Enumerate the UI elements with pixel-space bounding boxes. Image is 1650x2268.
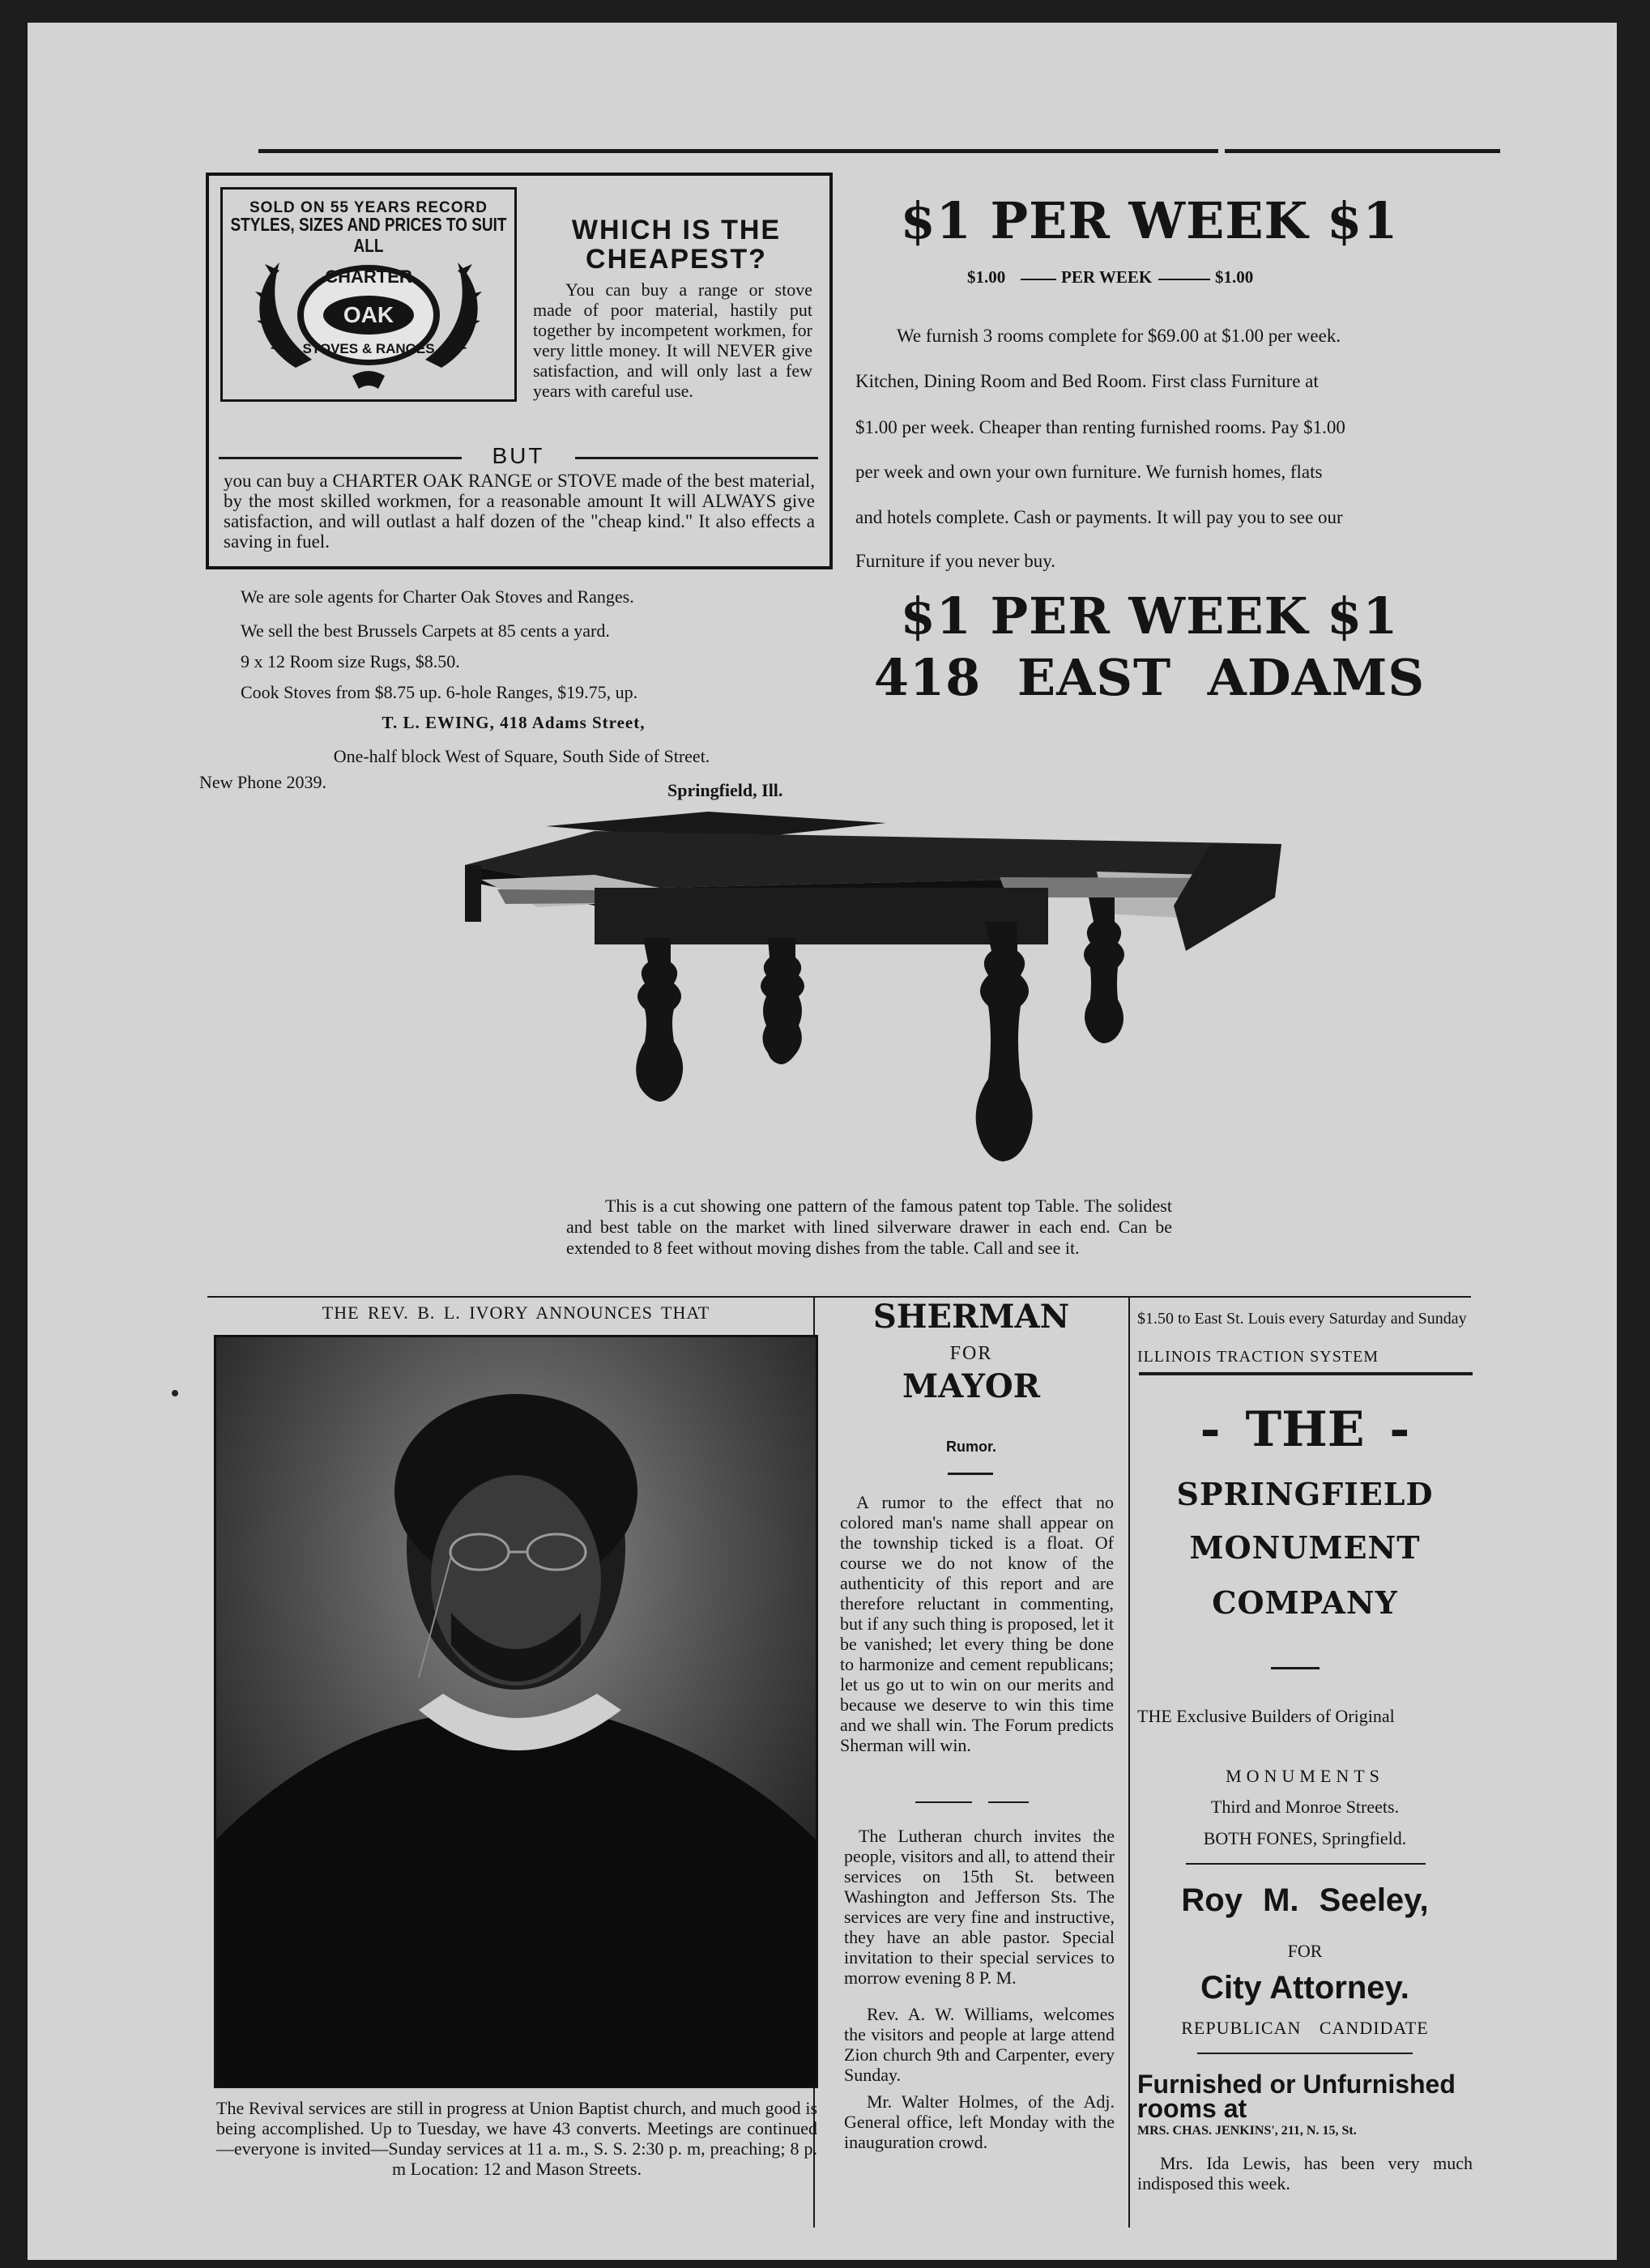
- oak-body: you can buy a CHARTER OAK RANGE or STOVE made of the best material, by the most skilled workmen, for a reasonable amount It will ALWAYS give satisfaction, and will outlast a half dozen of the "cheap kind." It also effects a saving in fuel.: [224, 471, 815, 552]
- stray-dot: [172, 1390, 178, 1396]
- weekly-line-2: Kitchen, Dining Room and Bed Room. First class Furniture at: [855, 371, 1319, 391]
- traction-rule: [1139, 1372, 1473, 1375]
- merchant-name: T. L. EWING, 418 Adams Street,: [382, 713, 646, 732]
- rumor-end-rule-1: [915, 1801, 972, 1803]
- top-rule-right: [1225, 149, 1500, 153]
- seeley-name: Roy M. Seeley,: [1181, 1882, 1429, 1918]
- monument-streets: Third and Monroe Streets.: [1210, 1797, 1400, 1817]
- rumor-body: A rumor to the effect that no colored man's name shall appear on the township ticked is a float. Of course we do not know of the authenticity of this report and are therefore reluctant in commenting, but if any such thing is proposed, let it be vanished; let every thing be done to harmonize and cement republicans; let us go ut to win on our merits and because we deserve to win this time and we shall win. The Forum predicts Sherman will win.: [840, 1492, 1114, 1755]
- which-heading-1: WHICH IS THE: [571, 215, 782, 245]
- table-caption: This is a cut showing one pattern of the famous patent top Table. The solidest and best table on the market with lined silverware drawer in each end. Can be extended to 8 feet without moving dishes from the table. Call and see it.: [566, 1196, 1172, 1258]
- traction-notice: $1.50 to East St. Louis every Saturday and Sunday: [1137, 1310, 1467, 1328]
- charter-oak-badge: [220, 187, 517, 402]
- oak-line-1: We are sole agents for Charter Oak Stoves and Ranges.: [241, 586, 634, 607]
- column-rule-2: [1128, 1296, 1130, 2228]
- weekly-headline: $1 PER WEEK $1: [900, 191, 1399, 250]
- ivory-caption: The Revival services are still in progress at Union Baptist church, and much good is being accomplished. Up to Tuesday, we have 43 converts. Meetings are continued—everyone is invited—Sunday services at 11 a. m., S. S. 2:30 p. m, preaching; 8 p. m Location: 12 and Mason Streets.: [216, 2098, 817, 2179]
- seeley-office: City Attorney.: [1200, 1970, 1409, 2006]
- extension-table-image: [433, 776, 1299, 1197]
- seeley-rule: [1186, 1863, 1426, 1865]
- merchant-phone: New Phone 2039.: [199, 772, 327, 792]
- monument-line-2: MONUMENT: [1189, 1529, 1421, 1566]
- top-rule-left: [258, 149, 1218, 153]
- seeley-candidate: REPUBLICAN CANDIDATE: [1181, 2018, 1429, 2038]
- sub-mid: PER WEEK: [1061, 267, 1153, 287]
- rooms-address: MRS. CHAS. JENKINS', 211, N. 15, St.: [1137, 2124, 1357, 2138]
- merchant-city: Springfield, Ill.: [667, 780, 783, 800]
- but-divider: [209, 443, 829, 469]
- sherman-for: FOR: [949, 1343, 993, 1364]
- weekly-line-6: Furniture if you never buy.: [855, 551, 1055, 571]
- weekly-line-1: We furnish 3 rooms complete for $69.00 at $1.00 per week.: [897, 326, 1341, 346]
- logo-word-charter: CHARTER: [325, 266, 412, 287]
- sherman-title: SHERMAN: [872, 1298, 1070, 1336]
- weekly-subline: [967, 267, 1340, 292]
- monument-the: - THE -: [1200, 1401, 1410, 1458]
- which-heading-2: CHEAPEST?: [586, 244, 767, 275]
- weekly-line-4: per week and own your own furniture. We furnish homes, flats: [855, 462, 1323, 482]
- holmes-notice: Mr. Walter Holmes, of the Adj. General office, left Monday with the inauguration crowd.: [844, 2091, 1115, 2152]
- weekly-address: 418 EAST ADAMS: [873, 648, 1426, 707]
- rooms-rule: [1197, 2053, 1413, 2054]
- sub-left: $1.00: [967, 267, 1006, 287]
- merchant-location: One-half block West of Square, South Side of Street.: [333, 746, 710, 766]
- rumor-heading: Rumor.: [945, 1439, 996, 1455]
- logo-word-stoves: STOVES & RANGES: [302, 341, 435, 356]
- but-label: BUT: [492, 443, 545, 468]
- traction-system: ILLINOIS TRACTION SYSTEM: [1137, 1348, 1379, 1366]
- williams-notice: Rev. A. W. Williams, welcomes the visitors and people at large attend Zion church 9th and Carpenter, every Sunday.: [844, 2004, 1115, 2085]
- monument-monuments: MONUMENTS: [1226, 1766, 1384, 1786]
- sherman-mayor: MAYOR: [902, 1367, 1040, 1405]
- oak-line-2: We sell the best Brussels Carpets at 85 cents a yard.: [241, 620, 610, 641]
- monument-rule: [1271, 1667, 1320, 1669]
- rumor-end-rule-2: [988, 1801, 1029, 1803]
- oak-line-4: Cook Stoves from $8.75 up. 6-hole Ranges, $19.75, up.: [241, 682, 638, 702]
- oak-line-3: 9 x 12 Room size Rugs, $8.50.: [241, 651, 460, 671]
- ivory-heading: THE REV. B. L. IVORY ANNOUNCES THAT: [322, 1302, 710, 1323]
- monument-line-1: SPRINGFIELD: [1176, 1476, 1434, 1512]
- lutheran-notice: The Lutheran church invites the people, visitors and all, to attend their services on 15th St. between Washington and Jefferson Sts. The services are very fine and instructive, they have an able pastor. Special invitation to their special services to morrow evening 8 P. M.: [844, 1826, 1115, 1988]
- monument-line-3: COMPANY: [1212, 1584, 1398, 1621]
- portrait-image: [216, 1337, 816, 2086]
- badge-top-text: SOLD ON 55 YEARS RECORD: [249, 199, 488, 216]
- sub-right: $1.00: [1215, 267, 1254, 287]
- lewis-notice: Mrs. Ida Lewis, has been very much indisposed this week.: [1137, 2153, 1473, 2193]
- rooms-heading: Furnished or Unfurnished rooms at: [1137, 2070, 1456, 2123]
- newspaper-page: [28, 23, 1617, 2260]
- logo-word-oak: OAK: [343, 302, 394, 327]
- rumor-rule: [948, 1473, 993, 1475]
- monument-fones: BOTH FONES, Springfield.: [1203, 1828, 1407, 1848]
- seeley-for: FOR: [1287, 1941, 1323, 1961]
- badge-bottom-text: STYLES, SIZES AND PRICES TO SUIT ALL: [230, 215, 507, 258]
- weekly-line-5: and hotels complete. Cash or payments. It will pay you to see our: [855, 507, 1343, 527]
- monument-builders: THE Exclusive Builders of Original: [1137, 1706, 1395, 1726]
- weekly-headline-2: $1 PER WEEK $1: [900, 586, 1399, 646]
- portrait-photo: [214, 1335, 818, 2088]
- charter-oak-ad: [206, 173, 833, 569]
- oak-intro: You can buy a range or stove made of poor material, hastily put together by incompetent workmen, for very little money. It will NEVER give satisfaction, and will only last a few years with careful use.: [533, 279, 812, 401]
- weekly-line-3: $1.00 per week. Cheaper than renting furnished rooms. Pay $1.00: [855, 417, 1345, 437]
- charter-oak-wreath-icon: [231, 238, 506, 392]
